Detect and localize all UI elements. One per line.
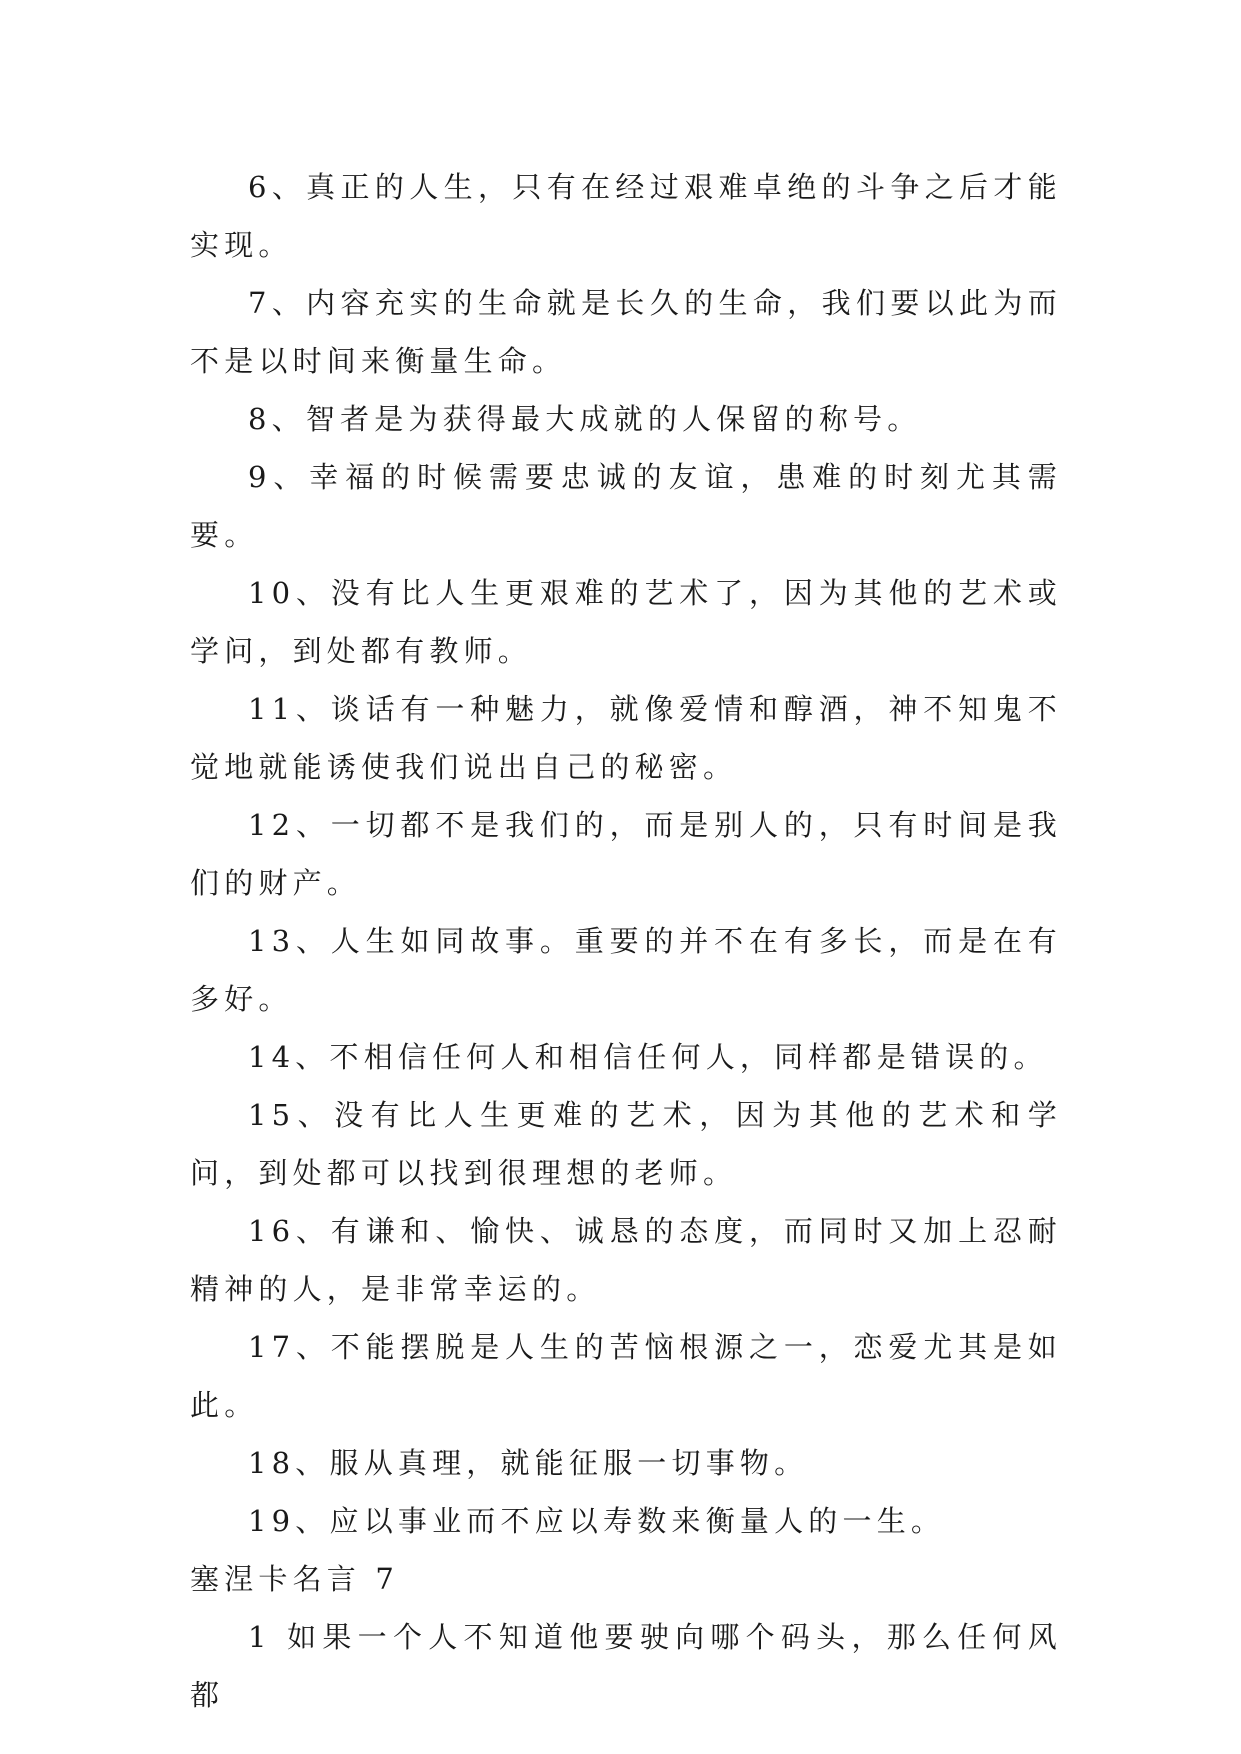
quote-paragraph: 7、内容充实的生命就是长久的生命，我们要以此为而不是以时间来衡量生命。	[190, 286, 1062, 378]
quote-paragraph: 13、人生如同故事。重要的并不在有多长，而是在有多好。	[190, 924, 1062, 1016]
quote-paragraph: 9、幸福的时候需要忠诚的友谊，患难的时刻尤其需要。	[190, 460, 1062, 552]
quote-paragraph: 8、智者是为获得最大成就的人保留的称号。	[248, 402, 922, 436]
quote-paragraph: 15、没有比人生更难的艺术，因为其他的艺术和学问，到处都可以找到很理想的老师。	[190, 1098, 1062, 1190]
quote-paragraph: 18、服从真理，就能征服一切事物。	[248, 1446, 809, 1480]
quote-paragraph: 17、不能摆脱是人生的苦恼根源之一，恋爱尤其是如此。	[190, 1330, 1062, 1422]
quote-paragraph: 12、一切都不是我们的，而是别人的，只有时间是我们的财产。	[190, 808, 1062, 900]
quote-paragraph: 14、不相信任何人和相信任何人，同样都是错误的。	[248, 1040, 1048, 1074]
quote-paragraph: 6、真正的人生，只有在经过艰难卓绝的斗争之后才能实现。	[190, 170, 1062, 262]
section-heading: 塞涅卡名言 7	[190, 1562, 400, 1596]
quote-paragraph: 11、谈话有一种魅力，就像爱情和醇酒，神不知鬼不觉地就能诱使我们说出自己的秘密。	[190, 692, 1062, 784]
document-body	[190, 158, 1062, 1724]
quote-paragraph: 16、有谦和、愉快、诚恳的态度，而同时又加上忍耐精神的人，是非常幸运的。	[190, 1214, 1062, 1306]
quote-paragraph: 1 如果一个人不知道他要驶向哪个码头，那么任何风都	[190, 1620, 1062, 1712]
quote-paragraph: 10、没有比人生更艰难的艺术了，因为其他的艺术或学问，到处都有教师。	[190, 576, 1062, 668]
quote-paragraph: 19、应以事业而不应以寿数来衡量人的一生。	[248, 1504, 946, 1538]
